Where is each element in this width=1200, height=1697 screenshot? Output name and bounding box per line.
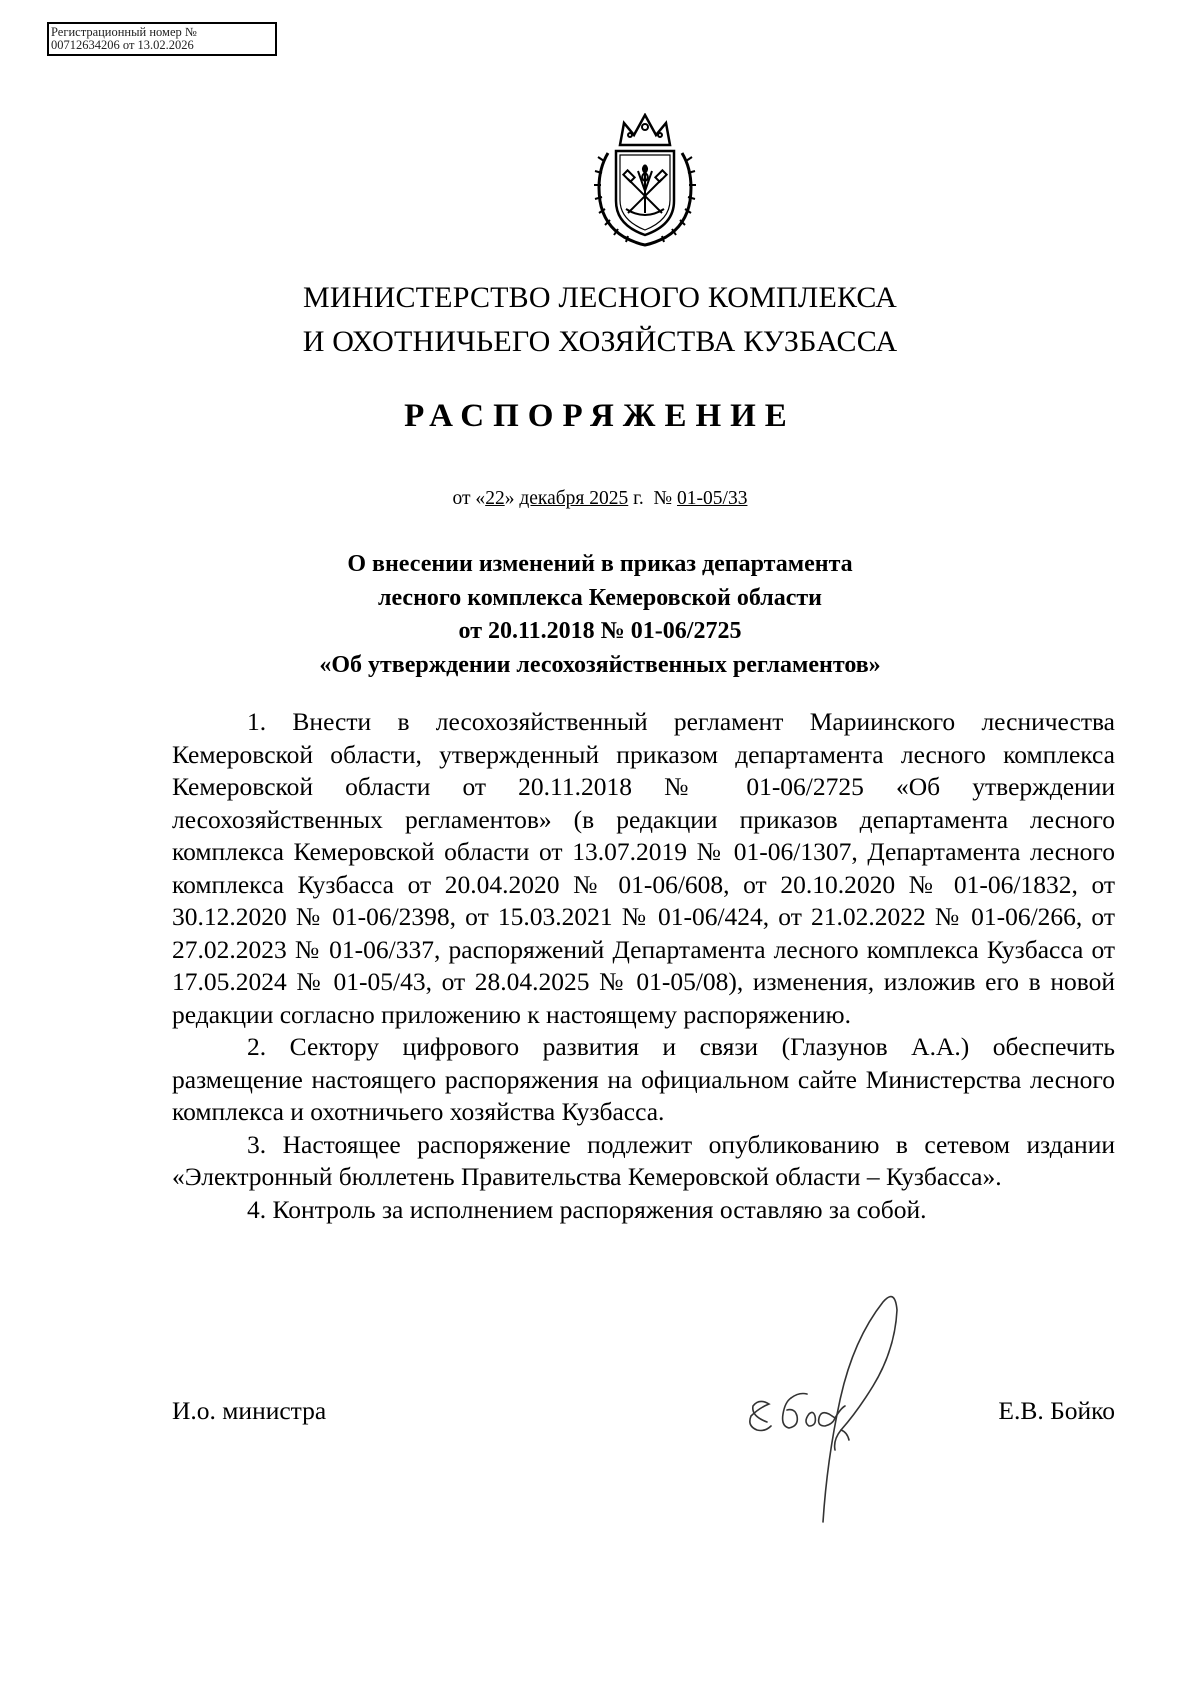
registration-line-1: Регистрационный номер № [51, 25, 197, 39]
document-body [172, 706, 1115, 1226]
date-suffix: г. № [628, 488, 678, 509]
title-line-1: О внесении изменений в приказ департамента [347, 551, 853, 577]
registration-line-2: 00712634206 от 13.02.2026 [51, 38, 194, 52]
document-title [0, 548, 1200, 682]
ministry-line-1: МИНИСТЕРСТВО ЛЕСНОГО КОМПЛЕКСА [302, 281, 898, 314]
signatory-name: Е.В. Бойко [998, 1396, 1115, 1425]
date-mid: » [504, 488, 520, 509]
ministry-name [0, 276, 1200, 364]
date-prefix: от « [452, 488, 486, 509]
document-number: 01-05/33 [677, 488, 748, 509]
paragraph-3: 3. Настоящее распоряжение подлежит опубликованию в сетевом издании «Электронный бюллетень Правительства Кемеровской области – Кузбасса». [172, 1129, 1115, 1191]
paragraph-2: 2. Сектору цифрового развития и связи (Глазунов А.А.) обеспечить размещение настоящего распоряжения на официальном сайте Министерства лесного комплекса и охотничьего хозяйства Кузбасса. [172, 1032, 1115, 1126]
handwritten-signature [745, 1290, 945, 1530]
paragraph-1: 1. Внести в лесохозяйственный регламент Мариинского лесничества Кемеровской области, утвержденный приказом департамента лесного комплекса Кемеровской области от 20.11.2018 № 01-06/2725 «Об утверждении лесохозяйственных регламентов» (в редакции приказов департамента лесного комплекса Кемеровской области от 13.07.2019 № 01-06/1307, Департамента лесного комплекса Кузбасса от 20.04.2020 № 01-06/608, от 20.10.2020 № 01-06/1832, от 30.12.2020 № 01-06/2398, от 15.03.2021 № 01-06/424, от 21.02.2022 № 01-06/266, от 27.02.2023 № 01-06/337, распоряжений Департамента лесного комплекса Кузбасса от 17.05.2024 № 01-05/43, от 28.04.2025 № 01-05/08), изменения, изложив его в новой редакции согласно приложению к настоящему распоряжению. [172, 707, 1115, 1029]
registration-stamp [47, 22, 277, 56]
title-line-2: лесного комплекса Кемеровской области [378, 584, 822, 611]
signatory-role: И.о. министра [172, 1396, 327, 1425]
title-line-4: «Об утверждении лесохозяйственных регламентов» [319, 651, 881, 678]
paragraph-4: 4. Контроль за исполнением распоряжения оставляю за собой. [247, 1194, 927, 1224]
document-date-line [0, 488, 1200, 510]
kuzbass-coat-of-arms-icon [590, 113, 700, 248]
ministry-line-2: И ОХОТНИЧЬЕГО ХОЗЯЙСТВА КУЗБАССА [302, 325, 898, 358]
date-month-year: декабря 2025 [519, 488, 629, 509]
document-type: РАСПОРЯЖЕНИЕ [404, 398, 796, 434]
title-line-3: от 20.11.2018 № 01-06/2725 [458, 618, 742, 644]
date-day: 22 [485, 488, 505, 509]
